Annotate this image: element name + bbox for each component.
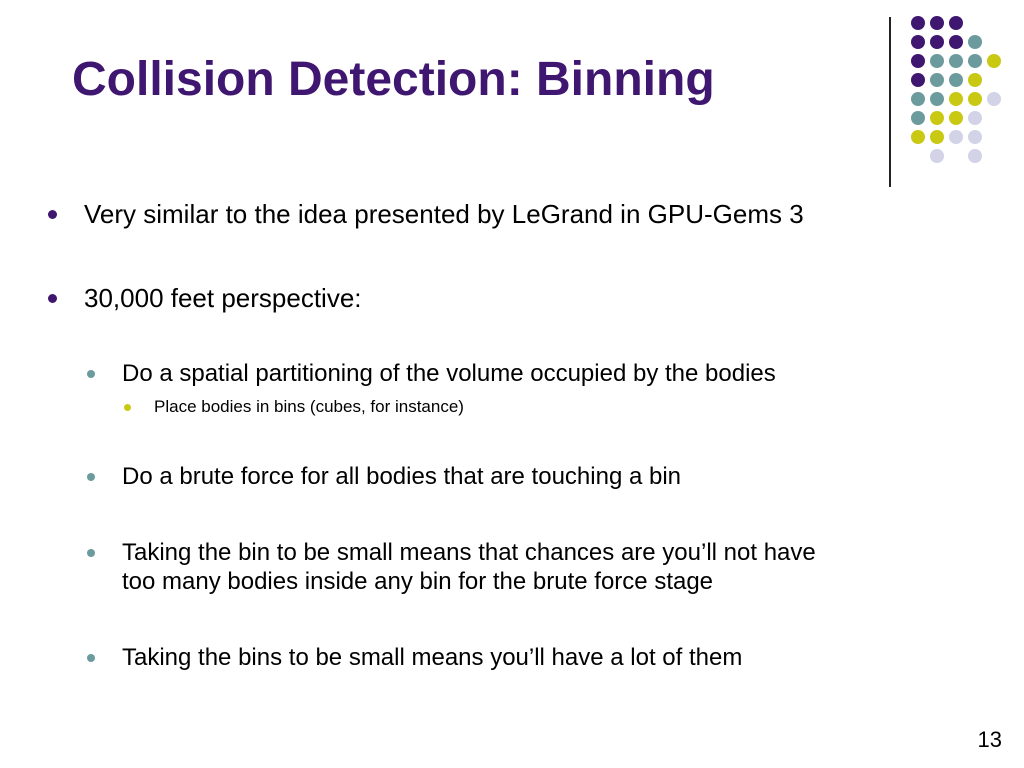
- decor-dot: [968, 73, 982, 87]
- decor-dot: [930, 54, 944, 68]
- bullet-dot-icon: [124, 404, 131, 411]
- decor-dot: [949, 16, 963, 30]
- sub-bullet-item: [122, 462, 681, 491]
- decor-dot: [911, 73, 925, 87]
- decor-dot: [968, 111, 982, 125]
- decor-dot: [911, 54, 925, 68]
- decor-dot: [987, 92, 1001, 106]
- bullet-text: Taking the bins to be small means you’ll have a lot of them: [122, 644, 743, 671]
- bullet-text: 30,000 feet perspective:: [84, 283, 362, 313]
- bullet-dot-icon: [87, 549, 95, 557]
- bullet-text: Taking the bin to be small means that chances are you’ll not have: [122, 539, 816, 566]
- bullet-dot-icon: [48, 210, 57, 219]
- sub-bullet-item: [122, 643, 742, 672]
- decor-dot: [911, 92, 925, 106]
- bullet-dot-icon: [87, 473, 95, 481]
- bullet-item: [84, 283, 362, 313]
- decor-dot: [930, 149, 944, 163]
- bullet-text: Do a brute force for all bodies that are touching a bin: [122, 463, 682, 490]
- decor-dot: [949, 130, 963, 144]
- bullet-continuation-line: [122, 567, 713, 596]
- decor-dot: [968, 35, 982, 49]
- page-number: 13: [977, 727, 1002, 752]
- decor-dot: [987, 54, 1001, 68]
- sub-sub-bullet-item: [154, 397, 464, 417]
- decor-dot: [911, 130, 925, 144]
- decor-dot: [930, 16, 944, 30]
- decor-dot: [949, 111, 963, 125]
- decorative-dot-grid: [0, 0, 1024, 190]
- decor-dot: [911, 16, 925, 30]
- bullet-dot-icon: [87, 654, 95, 662]
- decor-dot: [968, 130, 982, 144]
- decor-dot: [968, 54, 982, 68]
- bullet-text: Very similar to the idea presented by LeGrand in GPU-Gems 3: [84, 199, 804, 229]
- decor-dot: [968, 92, 982, 106]
- bullet-text: Do a spatial partitioning of the volume occupied by the bodies: [122, 360, 776, 387]
- decor-dot: [930, 111, 944, 125]
- decor-dot: [930, 73, 944, 87]
- decor-dot: [949, 54, 963, 68]
- bullet-text: Place bodies in bins (cubes, for instance): [154, 397, 464, 416]
- decor-dot: [930, 92, 944, 106]
- sub-bullet-item: [122, 359, 776, 388]
- decor-dot: [911, 111, 925, 125]
- decor-dot: [949, 35, 963, 49]
- decor-dot: [930, 130, 944, 144]
- bullet-item: [84, 199, 804, 229]
- decor-dot: [911, 35, 925, 49]
- sub-bullet-item: [122, 538, 816, 567]
- slide-title: Collision Detection: Binning: [72, 53, 715, 106]
- bullet-dot-icon: [48, 294, 57, 303]
- decor-dot: [949, 73, 963, 87]
- bullet-dot-icon: [87, 370, 95, 378]
- decor-dot: [968, 149, 982, 163]
- decor-dot: [930, 35, 944, 49]
- bullet-text: too many bodies inside any bin for the brute force stage: [122, 568, 714, 595]
- decor-dot: [949, 92, 963, 106]
